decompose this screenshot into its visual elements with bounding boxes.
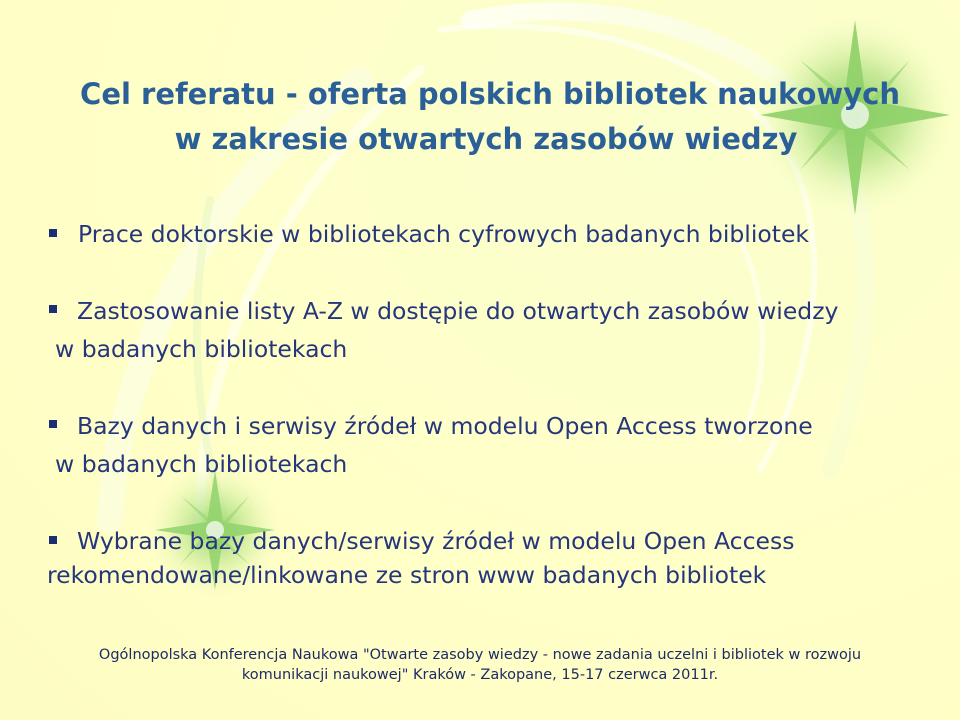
bullet-4-text-line-2: rekomendowane/linkowane ze stron www badanych bibliotek	[47, 561, 767, 589]
slide-title-line-2: w zakresie otwartych zasobów wiedzy	[174, 122, 798, 156]
square-bullet-icon	[49, 420, 57, 428]
square-bullet-icon	[49, 229, 57, 237]
footer-line-1: Ogólnopolska Konferencja Naukowa "Otwarte zasoby wiedzy - nowe zadania uczelni i bibliotek w rozwoju	[98, 647, 862, 663]
bullet-2-text-line-2: w badanych bibliotekach	[55, 335, 348, 363]
bullet-1-text: Prace doktorskie w bibliotekach cyfrowych badanych bibliotek	[78, 220, 810, 248]
footer-line-2: komunikacji naukowej" Kraków - Zakopane, 15-17 czerwca 2011r.	[241, 667, 719, 683]
bullet-3-text-line-2: w badanych bibliotekach	[55, 450, 348, 478]
bullet-3-text-line-1: Bazy danych i serwisy źródeł w modelu Open Access tworzone	[77, 412, 813, 440]
slide-title-line-1: Cel referatu - oferta polskich bibliotek naukowych	[80, 77, 900, 111]
square-bullet-icon	[49, 305, 57, 313]
bullet-4-text-line-1: Wybrane bazy danych/serwisy źródeł w modelu Open Access	[77, 527, 795, 555]
square-bullet-icon	[49, 536, 57, 544]
bullet-2-text-line-1: Zastosowanie listy A-Z w dostępie do otwartych zasobów wiedzy	[77, 297, 839, 325]
